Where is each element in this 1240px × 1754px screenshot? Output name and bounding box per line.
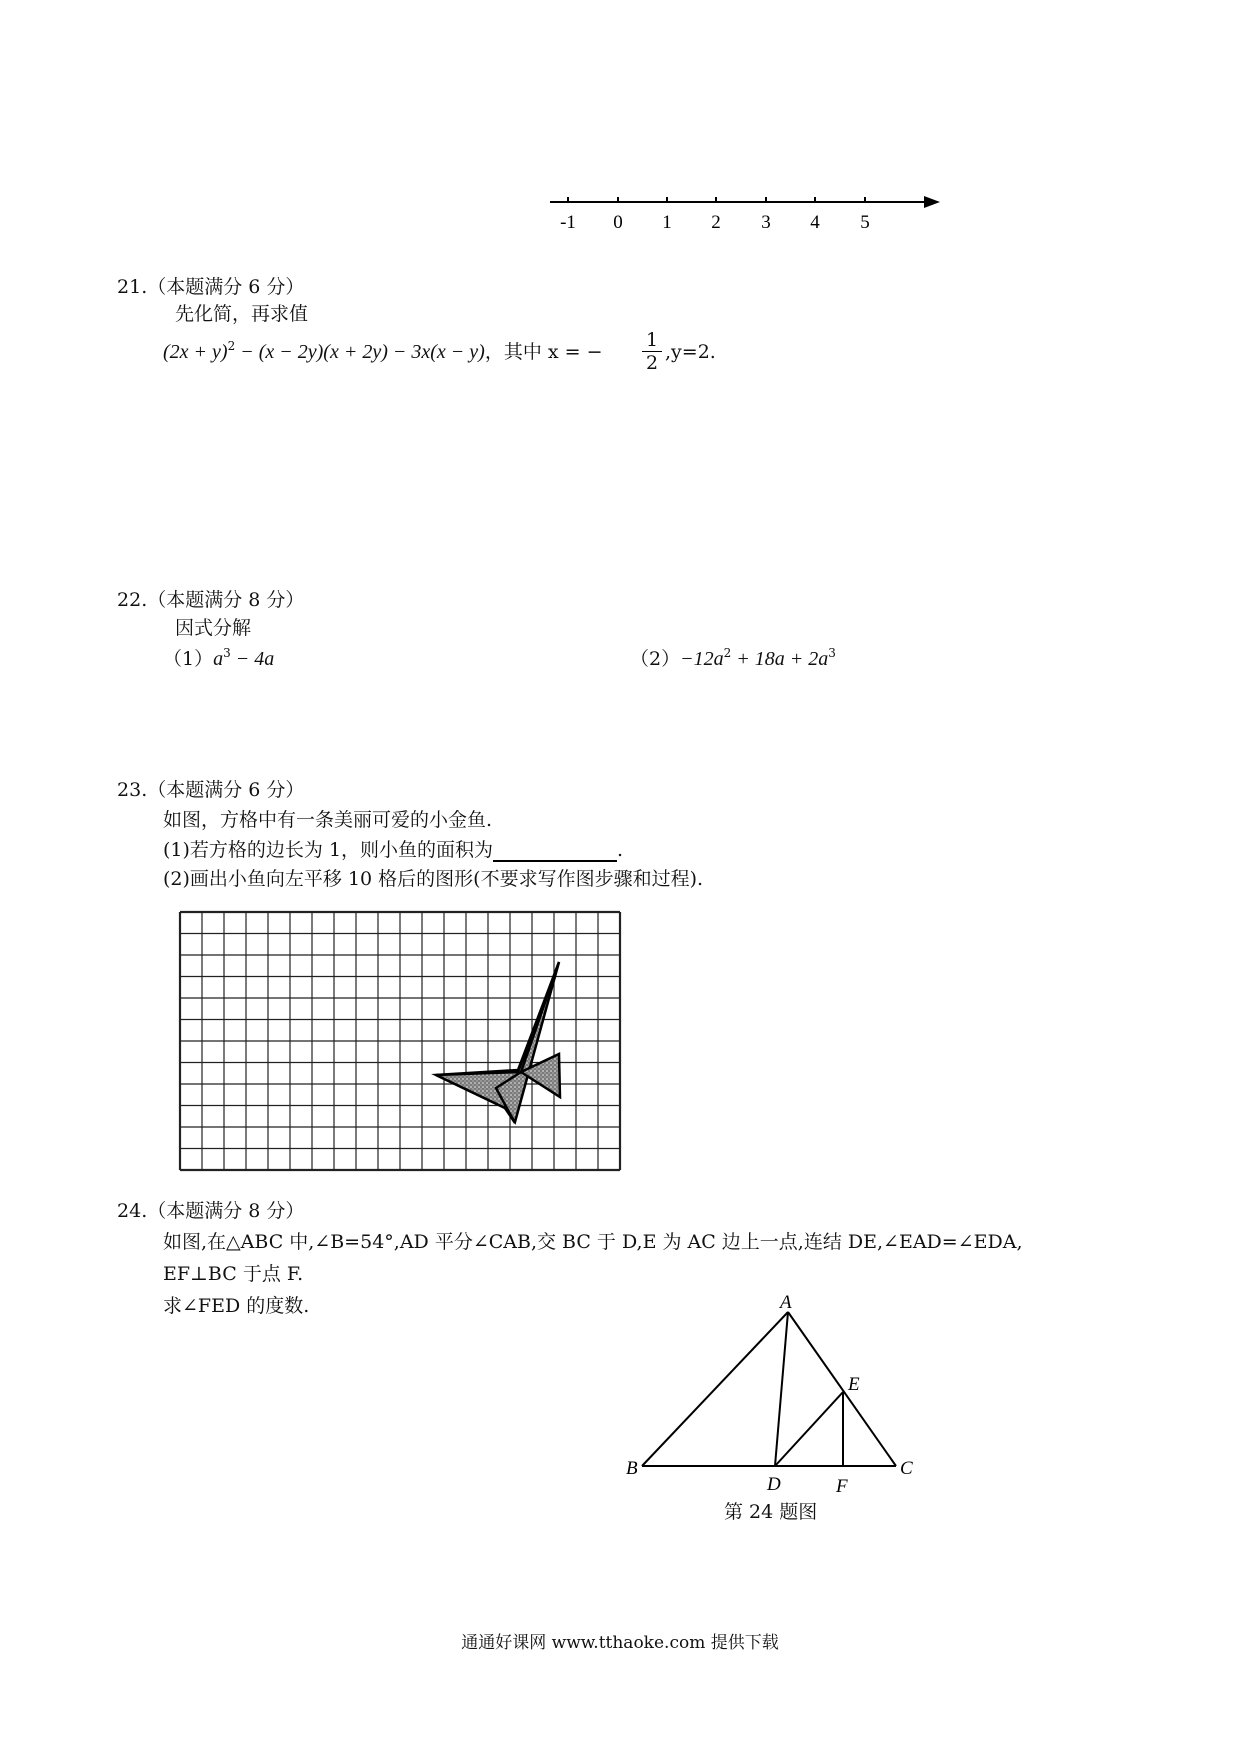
q24-header: （本题满分 8 分）: [147, 1200, 305, 1222]
q21-frac-den: 2: [645, 352, 659, 374]
q21-header: （本题满分 6 分）: [147, 276, 305, 298]
tick-label: 1: [662, 212, 672, 233]
q21-frac-num: 1: [645, 329, 659, 351]
fish-tail: [436, 962, 559, 1123]
tick-label: 5: [860, 212, 870, 233]
q24-heading: 24.（本题满分 8 分）: [117, 1200, 305, 1222]
side-ab: [642, 1312, 788, 1466]
q22-header: （本题满分 8 分）: [147, 589, 305, 611]
q22-part2: [630, 647, 836, 673]
q23-header: （本题满分 6 分）: [147, 779, 305, 801]
q21-expr-rest: − (x − 2y)(x + 2y) − 3x(x − y): [235, 341, 485, 363]
q21-expression: [163, 340, 603, 366]
q24-line2: EF⊥BC 于点 F.: [163, 1263, 304, 1285]
number-line: [548, 190, 948, 240]
q22-part2-a: −12a: [680, 648, 724, 670]
q22-part2-exp2: 3: [828, 646, 836, 660]
q22-part1-rest: − 4a: [230, 648, 275, 670]
segment-de: [775, 1392, 843, 1466]
tick-label: -1: [560, 212, 576, 233]
q22-part1-exp: 3: [223, 646, 231, 660]
label-f: F: [836, 1476, 848, 1497]
q24-line3: 求∠FED 的度数.: [163, 1295, 310, 1317]
q21-expr-exp: 2: [227, 339, 236, 353]
q21-condition: ，其中 x = −: [484, 341, 603, 363]
q22-heading: 22.（本题满分 8 分）: [117, 589, 305, 611]
q23-line2: [163, 838, 623, 862]
q21-number: 21: [117, 276, 142, 298]
q21-expr-prefix: (2x + y): [163, 341, 228, 363]
q24-line1: 如图,在△ABC 中,∠B=54°,AD 平分∠CAB,交 BC 于 D,E 为 AC 边上一点,连结 DE,∠EAD=∠EDA,: [163, 1231, 1023, 1253]
q22-part2-label: （2）: [630, 648, 681, 670]
segment-ad: [775, 1312, 788, 1466]
q21-instruction: 先化简，再求值: [175, 303, 309, 325]
tick-label: 0: [613, 212, 623, 233]
q23-number: 23: [117, 779, 142, 801]
q22-instruction: 因式分解: [175, 617, 252, 639]
label-b: B: [626, 1458, 638, 1479]
page-footer: 通通好课网 www.tthaoke.com 提供下载: [461, 1633, 779, 1653]
q24-number: 24: [117, 1200, 142, 1222]
q22-part2-exp1: 2: [723, 646, 732, 660]
answer-blank[interactable]: [493, 842, 617, 862]
q23-heading: 23.（本题满分 6 分）: [117, 779, 305, 801]
q21-heading: 21.（本题满分 6 分）: [117, 276, 305, 298]
label-a: A: [780, 1292, 792, 1313]
q22-part1-label: （1）: [163, 648, 214, 670]
fish-grid-figure: [178, 910, 628, 1176]
label-e: E: [848, 1374, 860, 1395]
triangle-figure: [620, 1290, 940, 1520]
q22-part2-mid: + 18a + 2a: [731, 648, 829, 670]
q23-line2-post: .: [617, 839, 624, 861]
figure-caption: 第 24 题图: [724, 1501, 818, 1523]
q23-line3: (2)画出小鱼向左平移 10 格后的图形(不要求写作图步骤和过程).: [163, 868, 704, 890]
tick-label: 2: [711, 212, 721, 233]
tick-label: 4: [810, 212, 820, 233]
q23-line2-text: (1)若方格的边长为 1，则小鱼的面积为: [163, 839, 494, 861]
label-c: C: [900, 1458, 913, 1479]
q22-number: 22: [117, 589, 142, 611]
label-d: D: [767, 1474, 781, 1495]
q21-cond-tail: ,y=2.: [665, 341, 716, 363]
q23-line1: 如图，方格中有一条美丽可爱的小金鱼.: [163, 809, 493, 831]
tick-label: 3: [761, 212, 771, 233]
q22-part1: [163, 647, 274, 673]
q21-fraction: [642, 330, 662, 373]
q22-part1-a: a: [213, 648, 224, 670]
